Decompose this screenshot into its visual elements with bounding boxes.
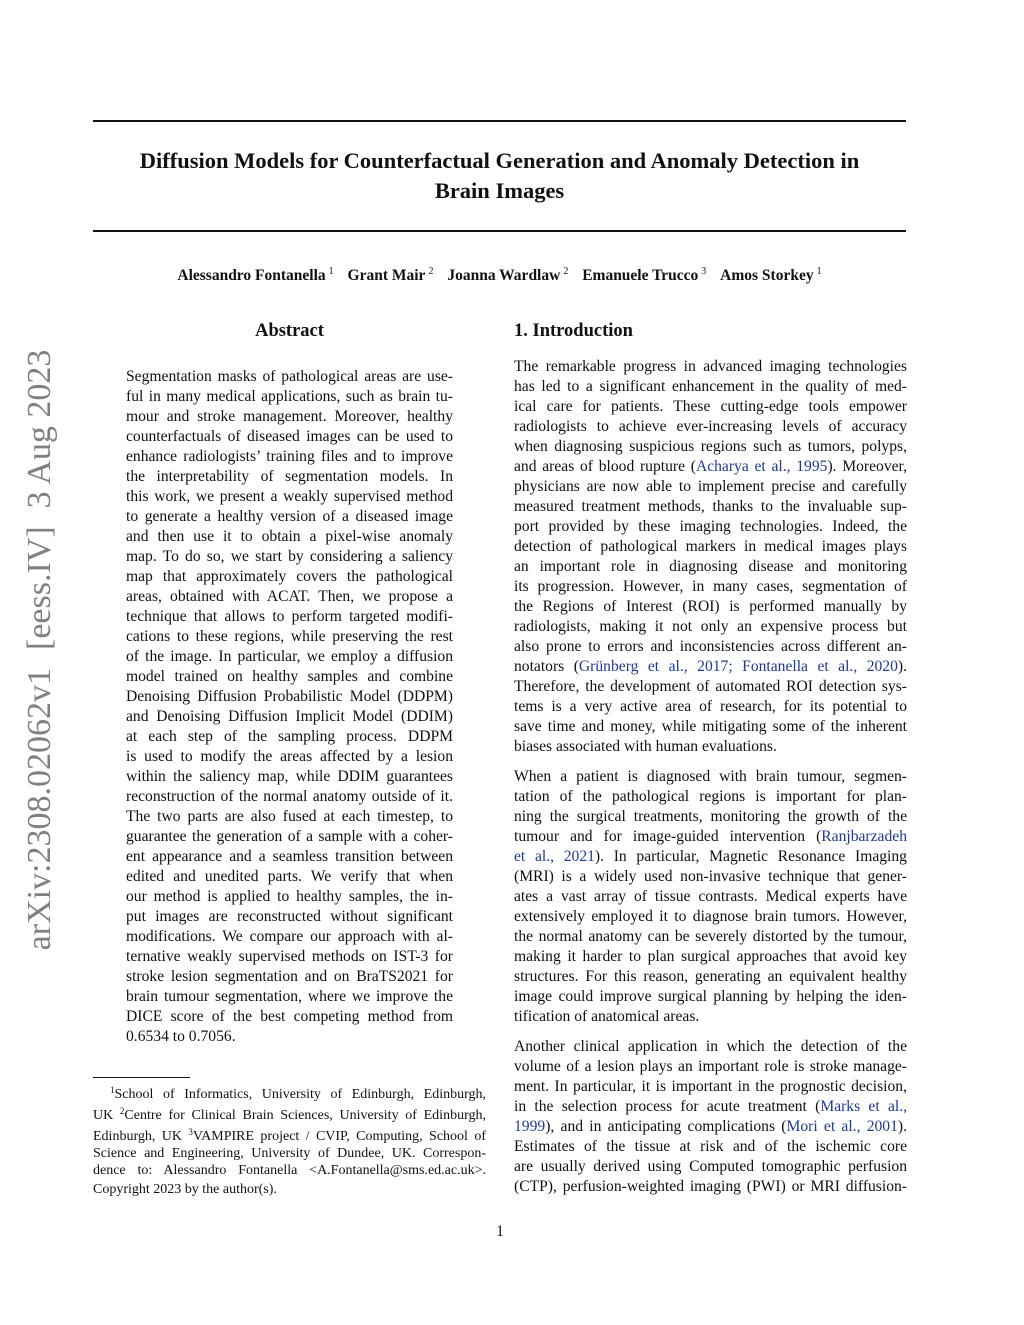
text-line: (CTP), perfusion-weighted imaging (PWI) or MRI diffusion- [514,1178,907,1195]
footnote-line: UK $^2$Centre for Clinical Brain Sciences, University of Edinburgh, [93,1106,486,1123]
text-line: guarantee the generation of a sample with a coher- [126,828,453,845]
text-line: cations to these regions, while preserving the rest [126,628,453,645]
title-line: Brain Images [434,178,565,203]
author-name: Alessandro Fontanella [177,267,326,284]
page-number: 1 [496,1223,504,1240]
text-line: detection of pathological markers in medical images plays [514,538,907,555]
text-line: port provided by these imaging technologies. Indeed, the [514,518,907,535]
text-line: the interpretability of segmentation models. In [126,468,453,485]
footnote-line: Edinburgh, UK $^3$VAMPIRE project / CVIP, Computing, School of [93,1127,486,1144]
text-line: 0.6534 to 0.7056. [126,1028,236,1045]
text-line: put images are reconstructed without significant [126,908,453,925]
citation-link[interactable]: Mori et al., 2001 [786,1118,898,1135]
text-line: The two parts are also fused at each timestep, to [126,808,453,825]
footnote-line: Science and Engineering, University of Dundee, UK. Correspon- [93,1146,486,1161]
title-line: Diffusion Models for Counterfactual Generation and Anomaly Detection in [139,148,860,173]
abstract-heading: Abstract [255,321,324,341]
paragraph [126,367,453,1047]
text-line: map that approximately covers the pathological [126,568,453,585]
text-line: ates a vast array of tissue contrasts. Medical experts have [514,888,907,905]
text-line: ful in many medical applications, such as brain tu- [126,388,453,405]
author [177,267,333,284]
author [720,267,821,284]
text-line: tems is a very active area of research, for its potential to [514,698,907,715]
text-line: ternative weakly supervised methods on IST-3 for [126,948,453,965]
copyright-notice: Copyright 2023 by the author(s). [93,1182,277,1197]
text-line: extensively employed it to diagnose brain tumors. However, [514,908,907,925]
text-line: stroke lesion segmentation and on BraTS2021 for [126,968,453,985]
paper-title [93,146,906,206]
arxiv-id: arXiv:2308.02062v1 [21,668,58,951]
text-line: our method is applied to healthy samples, the in- [126,888,453,905]
text-line: making it harder to plan surgical approaches that avoid key [514,948,907,965]
text-line: ment. In particular, it is important in the prognostic decision, [514,1078,907,1095]
paragraph [514,1037,907,1197]
affiliation-mark: 1 [328,266,334,277]
text-line: physicians are now able to implement precise and carefully [514,478,907,495]
affiliations-footnote [93,1082,486,1179]
text-line: radiologists, making it not only an expensive process but [514,618,907,635]
text-line: Estimates of the tissue at risk and of the ischemic core [514,1138,907,1155]
text-line: counterfactuals of diseased images can be used to [126,428,453,445]
author [447,267,568,284]
text-line: the Regions of Interest (ROI) is performed manually by [514,598,907,615]
text-line: modifications. We compare our approach with al- [126,928,453,945]
introduction-body [514,357,907,1207]
text-line: reconstruction of the normal anatomy outside of it. [126,788,453,805]
text-line: when diagnosing suspicious regions such as tumors, polyps, [514,438,907,455]
text-line: brain tumour segmentation, where we improve the [126,988,453,1005]
abstract-body [126,367,453,1057]
citation-link[interactable]: Marks et al., [820,1098,907,1115]
text-line: Therefore, the development of automated ROI detection sys- [514,678,907,695]
affiliation-mark: 2 [428,266,434,277]
footnote-line: $^1$School of Informatics, University of Edinburgh, Edinburgh, [110,1085,486,1102]
text-line: areas, obtained with ACAT. Then, we propose a [126,588,453,605]
text-line: enhance radiologists’ training files and to improve [126,448,453,465]
affiliation-mark: 1 [816,266,822,277]
text-line: has led to a significant enhancement in the quality of med- [514,378,907,395]
introduction-heading: 1. Introduction [514,321,633,341]
text-line: structures. For this reason, generating an equivalent healthy [514,968,907,985]
text-line: image could improve surgical planning by helping the iden- [514,988,907,1005]
text-line: Segmentation masks of pathological areas are use- [126,368,453,385]
text-line: in the selection process for acute treatment (Marks et al., [514,1098,907,1115]
text-line: the normal anatomy can be severely distorted by the tumour, [514,928,907,945]
footnote-rule [93,1077,190,1078]
text-line: this work, we present a weakly supervised method [126,488,453,505]
text-line: DICE score of the best competing method from [126,1008,453,1025]
paragraph [514,767,907,1027]
text-line: edited and unedited parts. We verify that when [126,868,453,885]
text-line: and Denoising Diffusion Implicit Model (DDIM) [126,708,453,725]
text-line: map. To do so, we start by considering a saliency [126,548,453,565]
footnote-line: dence to: Alessandro Fontanella <A.Fontanella@sms.ed.ac.uk>. [93,1163,486,1178]
author-name: Emanuele Trucco [582,267,699,284]
text-line: to generate a healthy version of a diseased image [126,508,453,525]
text-line: ical care for patients. These cutting-edge tools empower [514,398,907,415]
text-line: volume of a lesion plays an important role is stroke manage- [514,1058,907,1075]
arxiv-date: 3 Aug 2023 [21,349,58,509]
author-name: Joanna Wardlaw [447,267,561,284]
text-line: within the saliency map, while DDIM guarantees [126,768,453,785]
citation-link[interactable]: et al., 2021 [514,848,595,865]
text-line: The remarkable progress in advanced imaging technologies [514,358,907,375]
title-rule-top [93,120,906,122]
citation-link[interactable]: Acharya et al., 1995 [695,458,828,475]
author-name: Grant Mair [347,267,426,284]
affiliation-mark: 2 [563,266,569,277]
text-line: and then use it to obtain a pixel-wise anomaly [126,528,453,545]
text-line: are usually derived using Computed tomographic perfusion [514,1158,907,1175]
author [348,267,434,284]
citation-link[interactable]: Grünberg et al., 2017; Fontanella et al., 2020 [578,658,898,675]
citation-link[interactable]: 1999 [514,1118,546,1135]
text-line: et al., 2021). In particular, Magnetic Resonance Imaging [514,848,907,865]
text-line: measured treatment methods, thanks to the invaluable sup- [514,498,907,515]
citation-link[interactable]: Ranjbarzadeh [821,828,907,845]
author-list [93,266,906,285]
affiliation-mark: 3 [701,266,707,277]
text-line: of the image. In particular, we employ a diffusion [126,648,453,665]
text-line: ent appearance and a seamless transition between [126,848,453,865]
text-line: tification of anatomical areas. [514,1008,700,1025]
arxiv-category: [eess.IV] [21,526,58,650]
text-line: notators (Grünberg et al., 2017; Fontanella et al., 2020). [514,658,907,675]
text-line: at each step of the sampling process. DDPM [126,728,453,745]
text-line: its progression. However, in many cases, segmentation of [514,578,907,595]
text-line: 1999), and in anticipating complications (Mori et al., 2001). [514,1118,907,1135]
text-line: ning the surgical treatments, monitoring the growth of the [514,808,907,825]
text-line: also prone to errors and inconsistencies across different an- [514,638,907,655]
text-line: model trained on healthy samples and combine [126,668,453,685]
text-line: and areas of blood rupture (Acharya et al., 1995). Moreover, [514,458,908,475]
text-line: save time and money, while mitigating some of the inherent [514,718,907,735]
title-rule-bottom [93,230,906,232]
text-line: radiologists to achieve ever-increasing levels of accuracy [514,418,907,435]
text-line: technique that allows to perform targeted modifi- [126,608,453,625]
paragraph [514,357,907,757]
text-line: When a patient is diagnosed with brain tumour, segmen- [514,768,907,785]
text-line: tumour and for image-guided intervention (Ranjbarzadeh [514,828,907,845]
text-line: biases associated with human evaluations. [514,738,777,755]
text-line: an important role in diagnosing disease and monitoring [514,558,907,575]
author-name: Amos Storkey [720,267,814,284]
text-line: mour and stroke management. Moreover, healthy [126,408,453,425]
text-line: Another clinical application in which the detection of the [514,1038,907,1055]
author [582,267,706,284]
arxiv-stamp [21,341,59,960]
text-line: tation of the pathological regions is important for plan- [514,788,907,805]
text-line: is used to modify the areas affected by a lesion [126,748,453,765]
text-line: (MRI) is a widely used non-invasive technique that gener- [514,868,907,885]
text-line: Denoising Diffusion Probabilistic Model (DDPM) [126,688,453,705]
